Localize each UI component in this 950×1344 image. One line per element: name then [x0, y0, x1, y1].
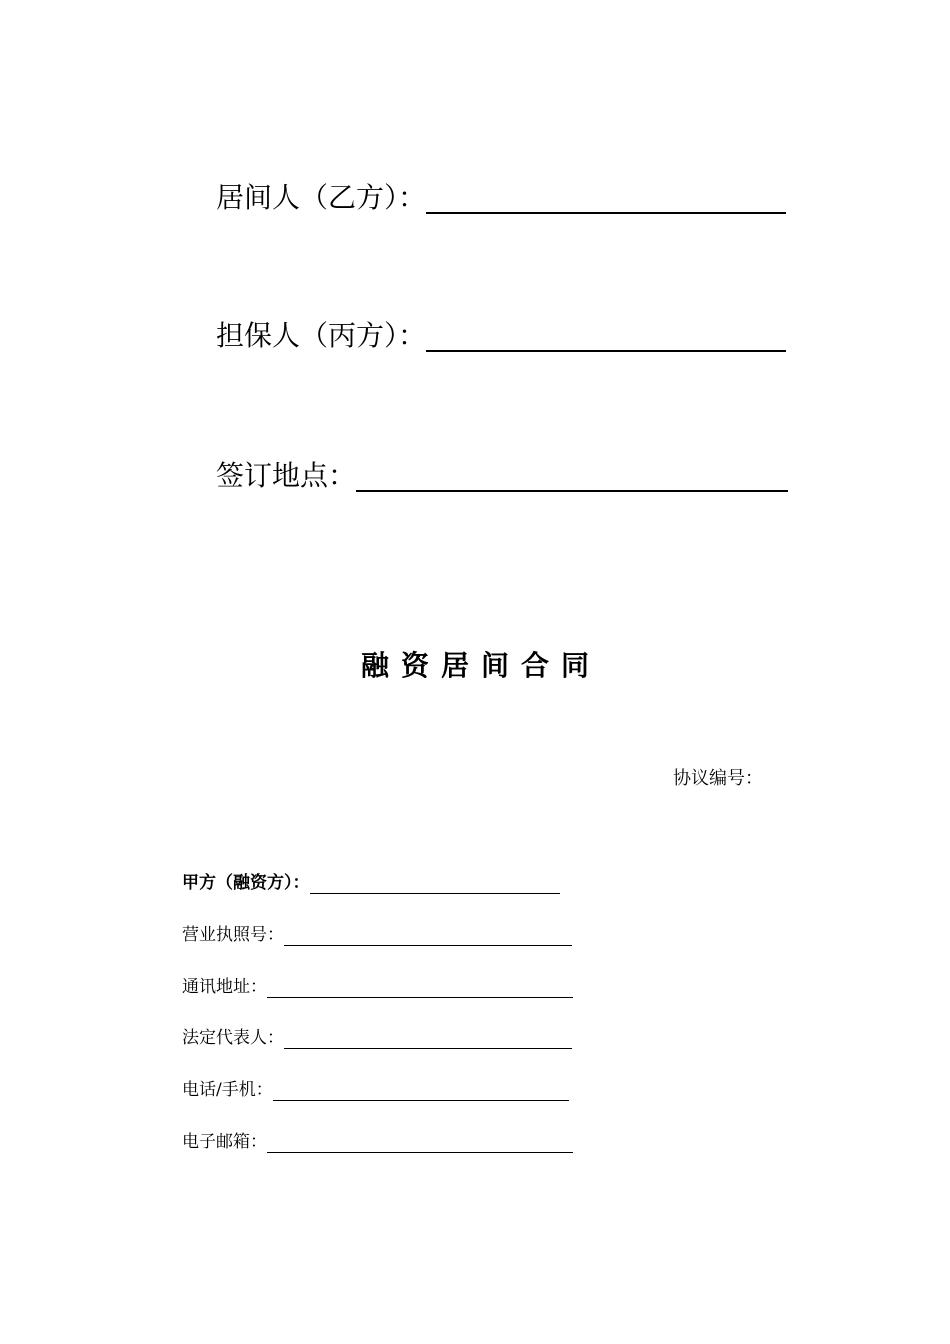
phone-field — [182, 1075, 569, 1101]
agreement-number-label: 协议编号： — [673, 768, 763, 789]
address-label: 通讯地址： — [182, 977, 267, 997]
business-license-field — [182, 920, 572, 946]
legal-representative-blank-line[interactable] — [284, 1048, 572, 1049]
legal-representative-field — [182, 1023, 572, 1049]
address-blank-line[interactable] — [267, 997, 573, 998]
party-a-name-label: 甲方（融资方）： — [182, 873, 310, 893]
guarantor-blank-line[interactable] — [426, 350, 786, 352]
contract-title: 融资居间合同 — [360, 649, 601, 682]
phone-blank-line[interactable] — [273, 1100, 569, 1101]
legal-representative-label: 法定代表人： — [182, 1028, 284, 1048]
guarantor-field — [216, 312, 786, 352]
business-license-blank-line[interactable] — [284, 945, 572, 946]
email-blank-line[interactable] — [267, 1152, 573, 1153]
email-label: 电子邮箱： — [182, 1132, 267, 1152]
intermediary-blank-line[interactable] — [426, 212, 786, 214]
signing-place-field — [216, 452, 788, 492]
signing-place-blank-line[interactable] — [356, 490, 788, 492]
intermediary-label: 居间人（乙方）： — [216, 181, 427, 214]
party-a-name-field — [182, 868, 560, 894]
address-field — [182, 972, 573, 998]
business-license-label: 营业执照号： — [182, 925, 284, 945]
guarantor-label: 担保人（丙方）： — [216, 319, 427, 352]
phone-label: 电话/手机： — [182, 1080, 273, 1100]
signing-place-label: 签订地点： — [216, 459, 357, 492]
intermediary-field — [216, 174, 786, 214]
email-field — [182, 1127, 573, 1153]
party-a-name-blank-line[interactable] — [310, 893, 560, 894]
